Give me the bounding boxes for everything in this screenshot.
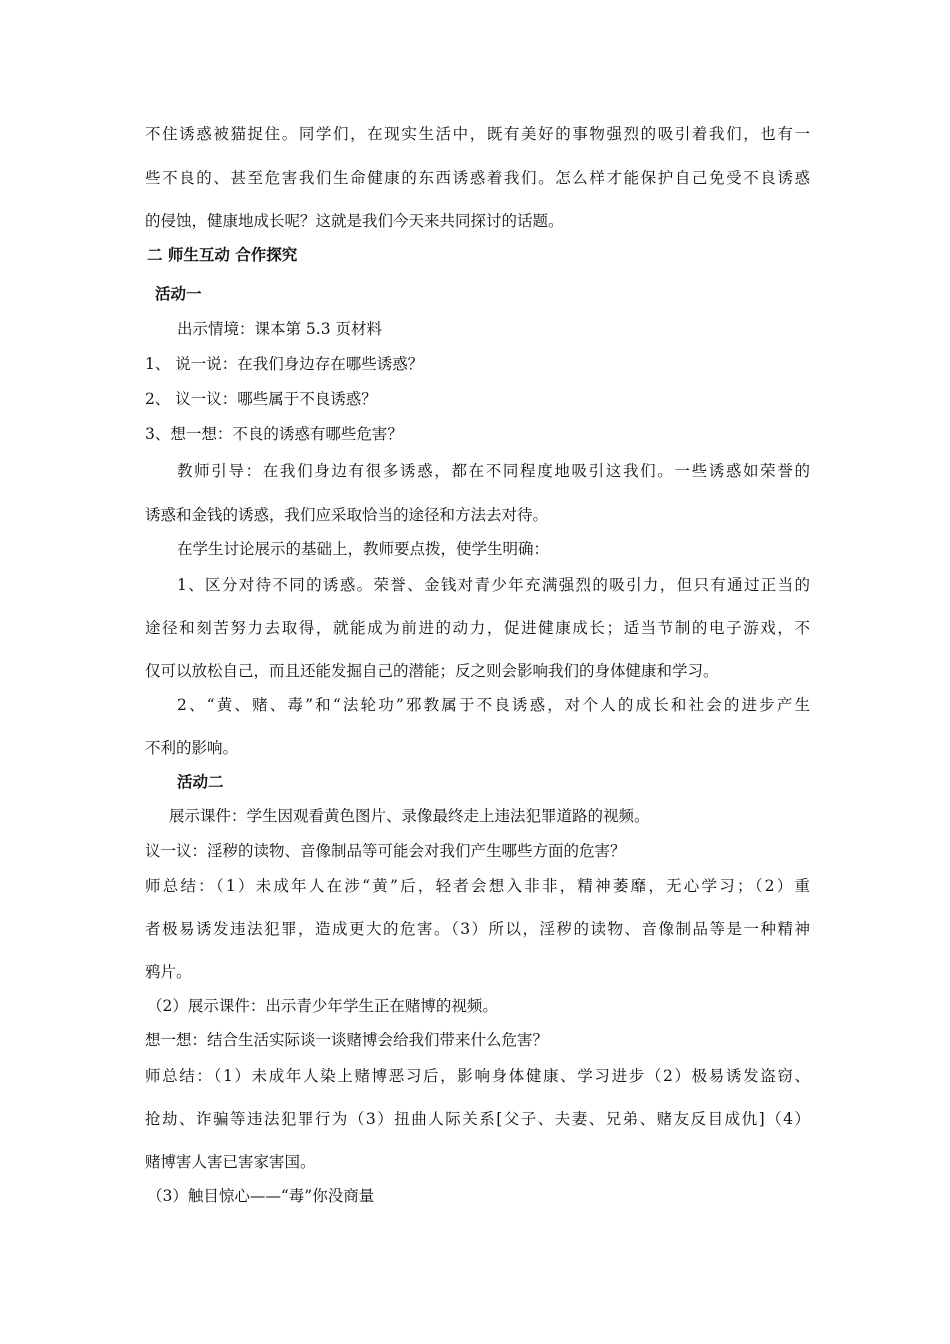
discuss-line: 议一议：淫秽的读物、音像制品等可能会对我们产生哪些方面的危害？	[145, 842, 626, 860]
think-line: 想一想：结合生活实际谈一谈赌博会给我们带来什么危害？	[145, 1031, 549, 1049]
summary-2-line-3: 赌博害人害已害家害国。	[145, 1153, 316, 1171]
question-2: 2、 议一议：哪些属于不良诱惑？	[145, 390, 377, 408]
question-1: 1、 说一说：在我们身边存在哪些诱惑？	[145, 355, 424, 373]
point-2-line-1: 2、“黄、赌、毒”和“法轮功”邪教属于不良诱惑，对个人的成长和社会的进步产生	[177, 696, 810, 714]
teacher-guide-line-2: 诱惑和金钱的诱惑，我们应采取恰当的途径和方法去对待。	[145, 506, 549, 524]
intro-line-3: 的侵蚀，健康地成长呢？这就是我们今天来共同探讨的话题。	[145, 212, 564, 230]
point-1-line-2: 途径和刻苦努力去取得，就能成为前进的动力，促进健康成长；适当节制的电子游戏，不	[145, 619, 810, 637]
intro-line-1: 不住诱惑被猫捉住。同学们，在现实生活中，既有美好的事物强烈的吸引着我们，也有一	[145, 125, 810, 143]
summary-1-line-3: 鸦片。	[145, 963, 192, 981]
point-1-line-3: 仅可以放松自己，而且还能发掘自己的潜能；反之则会影响我们的身体健康和学习。	[145, 662, 719, 680]
activity-one-heading: 活动一	[155, 284, 202, 303]
activity-two-heading: 活动二	[177, 772, 224, 791]
intro-line-2: 些不良的、甚至危害我们生命健康的东西诱惑着我们。怎么样才能保护自己免受不良诱惑	[145, 169, 810, 187]
discussion-intro: 在学生讨论展示的基础上，教师要点拨，使学生明确：	[177, 540, 550, 558]
point-1-line-1: 1、区分对待不同的诱惑。荣誉、金钱对青少年充满强烈的吸引力，但只有通过正当的	[177, 576, 810, 594]
courseware-2-line: （2）展示课件：出示青少年学生正在赌博的视频。	[147, 997, 498, 1015]
teacher-guide-line-1: 教师引导：在我们身边有很多诱惑，都在不同程度地吸引这我们。一些诱惑如荣誉的	[177, 462, 810, 480]
section-heading: 二 师生互动 合作探究	[147, 245, 298, 264]
point-2-line-2: 不利的影响。	[145, 739, 239, 757]
drug-section-line: （3）触目惊心——“毒”你没商量	[147, 1187, 375, 1205]
question-3: 3、想一想：不良的诱惑有哪些危害？	[145, 425, 403, 443]
scenario-line: 出示情境：课本第 5.3 页材料	[177, 320, 383, 338]
summary-1-line-1: 师总结：（1）未成年人在涉“黄”后，轻者会想入非非，精神萎靡，无心学习；（2）重	[145, 877, 810, 895]
summary-2-line-1: 师总结：（1）未成年人染上赌博恶习后，影响身体健康、学习进步（2）极易诱发盗窃、	[145, 1067, 810, 1085]
summary-2-line-2: 抢劫、诈骗等违法犯罪行为（3）扭曲人际关系[父子、夫妻、兄弟、赌友反目成仇]（4）	[145, 1110, 810, 1128]
summary-1-line-2: 者极易诱发违法犯罪，造成更大的危害。（3）所以，淫秽的读物、音像制品等是一种精神	[145, 920, 810, 938]
courseware-line: 展示课件：学生因观看黄色图片、录像最终走上违法犯罪道路的视频。	[169, 807, 650, 825]
